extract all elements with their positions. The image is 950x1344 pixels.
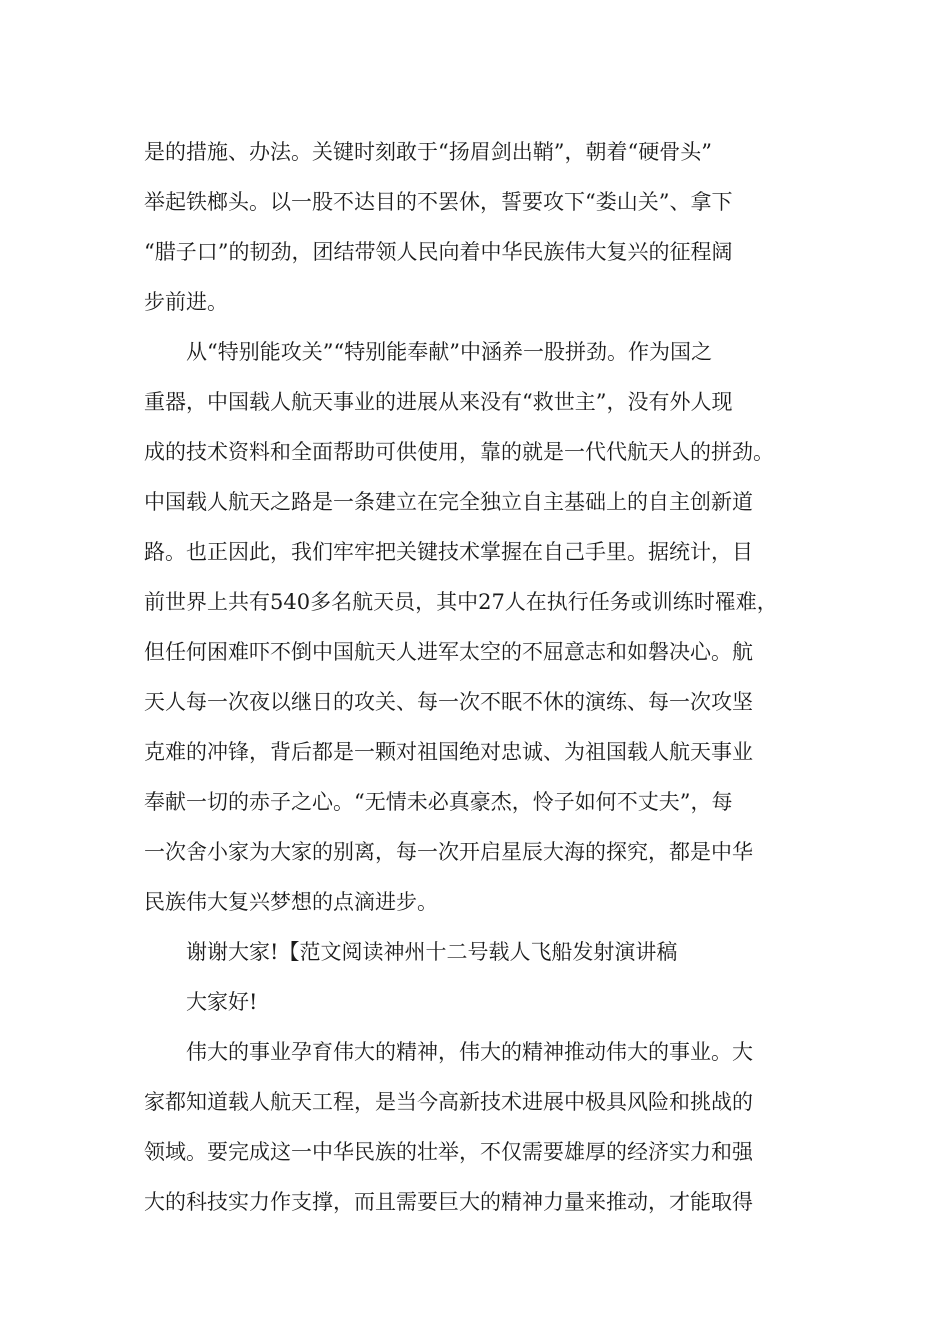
text-line: 民族伟大复兴梦想的点滴进步。 [144,890,438,914]
text-line: 大的科技实力作支撑，而且需要巨大的精神力量来推动，才能取得 [144,1190,753,1214]
text-line: 克难的冲锋，背后都是一颗对祖国绝对忠诚、为祖国载人航天事业 [144,740,753,764]
text-line: 奉献一切的赤子之心。“无情未必真豪杰，怜子如何不丈夫”，每 [144,790,733,814]
text-line: 中国载人航天之路是一条建立在完全独立自主基础上的自主创新道 [144,490,753,514]
text-line: 但任何困难吓不倒中国航天人进军太空的不屈意志和如磐决心。航 [144,640,753,664]
paragraph-first-line: 从“特别能攻关”“特别能奉献”中涵养一股拼劲。作为国之 [186,340,712,364]
text-line: 一次舍小家为大家的别离，每一次开启星辰大海的探究，都是中华 [144,840,753,864]
paragraph-first-line: 伟大的事业孕育伟大的精神，伟大的精神推动伟大的事业。大 [186,1040,753,1064]
paragraph-first-line: 谢谢大家!【范文阅读神州十二号载人飞船发射演讲稿 [186,940,678,964]
text-line: 重器，中国载人航天事业的进展从来没有“救世主”，没有外人现 [144,390,733,414]
paragraph-first-line: 大家好! [186,990,258,1014]
text-line: “腊子口”的韧劲，团结带领人民向着中华民族伟大复兴的征程阔 [144,240,733,264]
text-line: 步前进。 [144,290,228,314]
text-line: 前世界上共有540多名航天员，其中27人在执行任务或训练时罹难， [144,590,778,614]
text-line: 路。也正因此，我们牢牢把关键技术掌握在自己手里。据统计，目 [144,540,753,564]
text-line: 举起铁榔头。以一股不达目的不罢休，誓要攻下“娄山关”、拿下 [144,190,733,214]
text-line: 成的技术资料和全面帮助可供使用，靠的就是一代代航天人的拼劲。 [144,440,774,464]
text-line: 是的措施、办法。关键时刻敢于“扬眉剑出鞘”，朝着“硬骨头” [144,140,712,164]
text-line: 领域。要完成这一中华民族的壮举，不仅需要雄厚的经济实力和强 [144,1140,753,1164]
text-line: 天人每一次夜以继日的攻关、每一次不眠不休的演练、每一次攻坚 [144,690,753,714]
text-line: 家都知道载人航天工程，是当今高新技术进展中极具风险和挑战的 [144,1090,753,1114]
